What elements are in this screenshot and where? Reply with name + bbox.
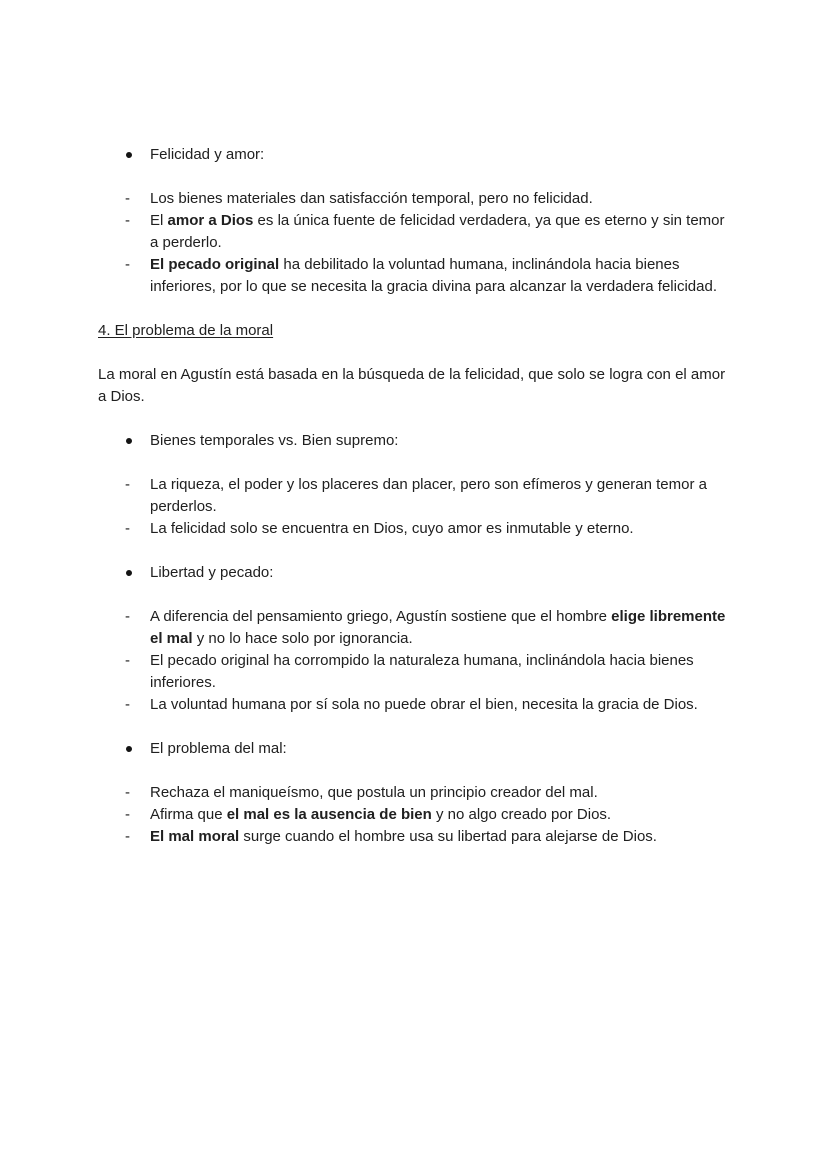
dash-list-item xyxy=(98,694,734,716)
dash-text xyxy=(150,828,657,845)
bullet-dot-icon xyxy=(126,746,132,752)
dash-text xyxy=(150,806,611,823)
paragraph xyxy=(98,364,734,408)
bullet-text xyxy=(150,146,264,163)
text-segment: La voluntad humana por sí sola no puede obrar el bien, necesita la gracia de Dios. xyxy=(150,696,698,713)
dash-list-item xyxy=(98,210,734,254)
dash-list-item xyxy=(98,782,734,804)
text-segment: amor a Dios xyxy=(167,212,254,229)
text-segment: El pecado original ha corrompido la naturaleza humana, inclinándola hacia bienes inferiores. xyxy=(150,652,694,691)
dash-marker-icon: - xyxy=(125,696,130,713)
section-heading xyxy=(98,320,734,342)
dash-text xyxy=(150,696,698,713)
blank-line xyxy=(98,408,734,430)
blank-line xyxy=(98,760,734,782)
text-segment: ha debilitado la voluntad humana, inclinándola hacia bienes inferiores, por lo que se necesita la gracia divina para alcanzar la verdadera felicidad. xyxy=(150,256,717,295)
text-segment: Felicidad y amor: xyxy=(150,146,265,163)
text-segment: 4. El problema de la moral xyxy=(98,322,274,339)
dash-marker-icon: - xyxy=(125,806,130,823)
dash-text xyxy=(150,652,694,691)
dash-text xyxy=(150,608,725,647)
blank-line xyxy=(98,584,734,606)
dash-list-item xyxy=(98,518,734,540)
text-segment: El pecado original xyxy=(150,256,280,273)
bullet-text xyxy=(150,564,273,581)
document-content xyxy=(98,144,734,848)
bullet-dot-icon xyxy=(126,152,132,158)
text-segment: y no lo hace solo por ignorancia. xyxy=(192,630,413,647)
dash-list-item xyxy=(98,474,734,518)
dash-text xyxy=(150,520,634,537)
dash-marker-icon: - xyxy=(125,608,130,625)
dash-text xyxy=(150,256,717,295)
blank-line xyxy=(98,540,734,562)
dash-text xyxy=(150,784,598,801)
dash-list-item xyxy=(98,650,734,694)
text-segment: El mal moral xyxy=(150,828,240,845)
bullet-dot-icon xyxy=(126,438,132,444)
text-segment: La felicidad solo se encuentra en Dios, cuyo amor es inmutable y eterno. xyxy=(150,520,634,537)
dash-list-item xyxy=(98,804,734,826)
blank-line xyxy=(98,342,734,364)
dash-marker-icon: - xyxy=(125,652,130,669)
bullet-list-item xyxy=(98,430,734,452)
dash-marker-icon: - xyxy=(125,256,130,273)
dash-text xyxy=(150,212,725,251)
dash-marker-icon: - xyxy=(125,476,130,493)
dash-text xyxy=(150,190,593,207)
text-segment: Afirma que xyxy=(150,806,227,823)
text-segment: El xyxy=(150,212,168,229)
dash-marker-icon: - xyxy=(125,784,130,801)
text-segment: El problema del mal: xyxy=(150,740,287,757)
dash-text xyxy=(150,476,707,515)
bullet-text xyxy=(150,740,287,757)
blank-line xyxy=(98,166,734,188)
dash-list-item xyxy=(98,606,734,650)
dash-marker-icon: - xyxy=(125,520,130,537)
dash-list-item xyxy=(98,254,734,298)
text-segment: Los bienes materiales dan satisfacción temporal, pero no felicidad. xyxy=(150,190,593,207)
blank-line xyxy=(98,298,734,320)
text-segment: Rechaza el maniqueísmo, que postula un principio creador del mal. xyxy=(150,784,598,801)
text-segment: Bienes temporales vs. Bien supremo: xyxy=(150,432,399,449)
bullet-list-item xyxy=(98,738,734,760)
text-segment: A diferencia del pensamiento griego, Agustín sostiene que el hombre xyxy=(150,608,612,625)
text-segment: es la única fuente de felicidad verdadera, ya que es eterno y sin temor a perderlo. xyxy=(150,212,725,251)
text-segment: el mal es la ausencia de bien xyxy=(226,806,432,823)
text-segment: y no algo creado por Dios. xyxy=(431,806,612,823)
heading-text xyxy=(98,322,273,339)
dash-list-item xyxy=(98,826,734,848)
bullet-list-item xyxy=(98,144,734,166)
text-segment: elige libremente el mal xyxy=(150,608,726,647)
text-segment: La riqueza, el poder y los placeres dan placer, pero son efímeros y generan temor a perderlos. xyxy=(150,476,707,515)
dash-marker-icon: - xyxy=(125,212,130,229)
blank-line xyxy=(98,716,734,738)
dash-marker-icon: - xyxy=(125,190,130,207)
text-segment: La moral en Agustín está basada en la búsqueda de la felicidad, que solo se logra con el amor a Dios. xyxy=(98,366,726,405)
bullet-list-item xyxy=(98,562,734,584)
bullet-dot-icon xyxy=(126,570,132,576)
dash-marker-icon: - xyxy=(125,828,130,845)
bullet-text xyxy=(150,432,398,449)
paragraph-text xyxy=(98,366,725,405)
blank-line xyxy=(98,452,734,474)
text-segment: Libertad y pecado: xyxy=(150,564,274,581)
dash-list-item xyxy=(98,188,734,210)
text-segment: surge cuando el hombre usa su libertad para alejarse de Dios. xyxy=(239,828,657,845)
